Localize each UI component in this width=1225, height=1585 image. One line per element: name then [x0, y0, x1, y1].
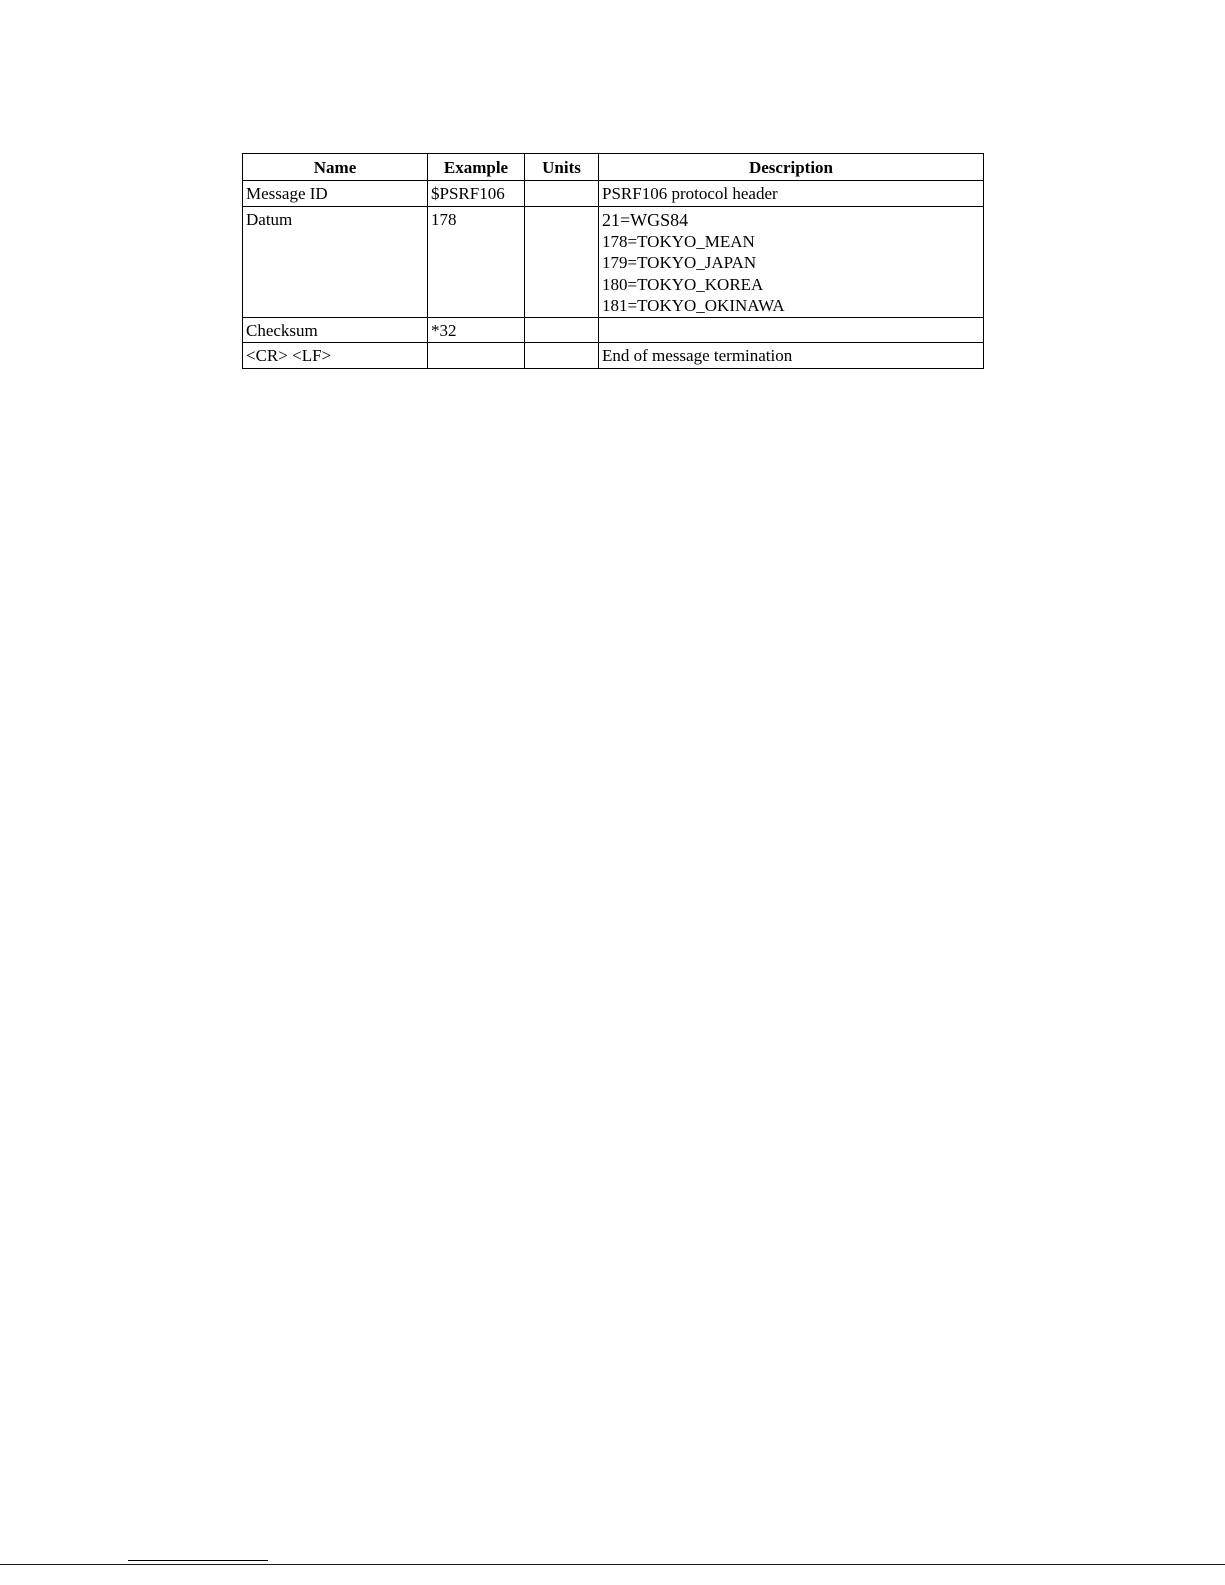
cell-description [599, 181, 984, 206]
page-bottom-rule [0, 1564, 1225, 1565]
column-header-units: Units [525, 154, 599, 181]
column-header-name: Name [243, 154, 428, 181]
description-line: 21=WGS84 [602, 209, 689, 230]
table-row [243, 343, 984, 368]
cell-description [599, 343, 984, 368]
description-line: 178=TOKYO_MEAN [602, 232, 755, 251]
cell-units [525, 206, 599, 318]
cell-description [599, 206, 984, 318]
description-line: 181=TOKYO_OKINAWA [602, 295, 785, 315]
description-line: PSRF106 protocol header [602, 184, 778, 204]
cell-example: $PSRF106 [428, 181, 525, 206]
description-line: 179=TOKYO_JAPAN [602, 253, 757, 273]
column-header-example: Example [428, 154, 525, 181]
cell-units [525, 343, 599, 368]
description-line: End of message termination [602, 346, 793, 366]
cell-example: *32 [428, 318, 525, 343]
column-header-description: Description [599, 154, 984, 181]
cell-units [525, 318, 599, 343]
cell-example: 178 [428, 206, 525, 318]
description-line [602, 320, 980, 341]
cell-units [525, 181, 599, 206]
table-row [243, 181, 984, 206]
cell-name: Checksum [243, 318, 428, 343]
cell-name: Datum [243, 206, 428, 318]
cell-description [599, 318, 984, 343]
footnote-separator [128, 1560, 268, 1561]
cell-name: <CR> <LF> [243, 343, 428, 368]
table-row [243, 206, 984, 318]
cell-example [428, 343, 525, 368]
cell-name: Message ID [243, 181, 428, 206]
description-line: 180=TOKYO_KOREA [602, 274, 764, 294]
parameter-table [242, 153, 984, 369]
table-row [243, 318, 984, 343]
table-header-row [243, 154, 984, 181]
